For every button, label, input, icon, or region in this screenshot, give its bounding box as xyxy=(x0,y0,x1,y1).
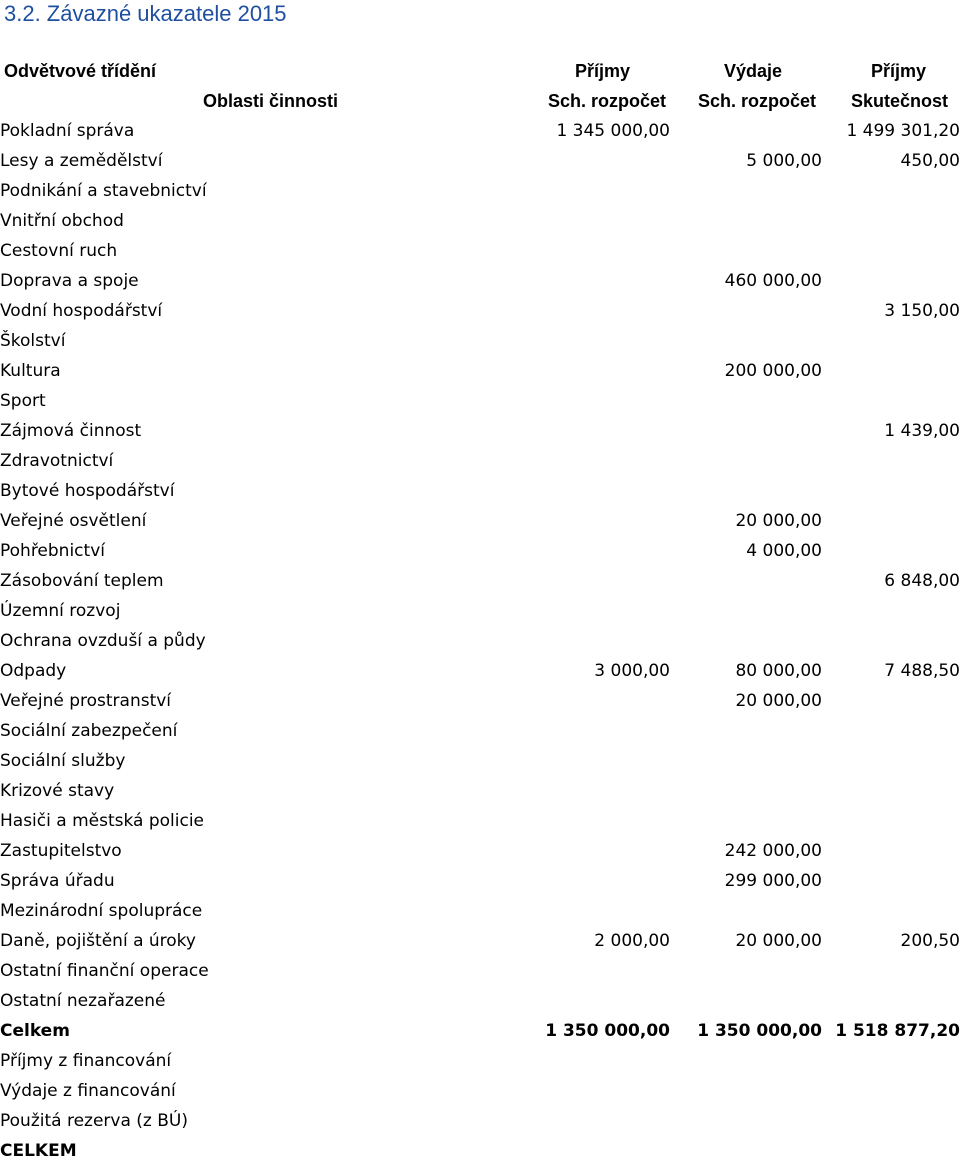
row-income-budget xyxy=(526,266,670,296)
row-name: Krizové stavy xyxy=(0,781,115,801)
row-income-actual xyxy=(822,716,960,746)
row-expense-budget xyxy=(670,746,822,776)
header-col3-bottom: Skutečnost xyxy=(850,91,948,111)
row-income-budget xyxy=(526,686,670,716)
table-row xyxy=(0,266,960,296)
row-expense-budget: 5 000,00 xyxy=(746,151,822,171)
header-col1-top: Příjmy xyxy=(574,61,630,81)
row-expense-budget xyxy=(670,176,822,206)
row-income-actual: 6 848,00 xyxy=(884,571,960,591)
indicators-table xyxy=(0,116,960,1166)
table-row xyxy=(0,476,960,506)
row-name: Veřejné prostranství xyxy=(0,691,172,711)
row-expense-budget xyxy=(670,1076,822,1106)
table-row xyxy=(0,116,960,146)
header-col3-top: Příjmy xyxy=(870,61,926,81)
row-income-actual: 200,50 xyxy=(900,931,960,951)
row-income-actual xyxy=(822,1106,960,1136)
row-name: Územní rozvoj xyxy=(0,601,121,621)
row-income-actual: 7 488,50 xyxy=(884,661,960,681)
row-income-budget xyxy=(526,416,670,446)
row-income-budget xyxy=(526,896,670,926)
row-name: Ochrana ovzduší a půdy xyxy=(0,631,206,651)
row-income-budget xyxy=(526,326,670,356)
row-name: Sociální služby xyxy=(0,751,126,771)
table-row xyxy=(0,716,960,746)
table-row xyxy=(0,776,960,806)
table-row xyxy=(0,806,960,836)
row-name: Celkem xyxy=(0,1021,70,1041)
row-name: Zájmová činnost xyxy=(0,421,142,441)
row-income-actual xyxy=(822,386,960,416)
row-name: Hasiči a městská policie xyxy=(0,811,205,831)
table-row xyxy=(0,176,960,206)
row-income-actual xyxy=(822,446,960,476)
row-expense-budget xyxy=(670,416,822,446)
table-row xyxy=(0,506,960,536)
table-row xyxy=(0,1016,960,1046)
row-expense-budget xyxy=(670,476,822,506)
row-income-budget xyxy=(526,716,670,746)
table-row xyxy=(0,836,960,866)
row-name: Zastupitelstvo xyxy=(0,841,122,861)
table-row xyxy=(0,626,960,656)
row-name: Kultura xyxy=(0,361,61,381)
row-expense-budget xyxy=(670,1046,822,1076)
table-row xyxy=(0,986,960,1016)
row-income-actual xyxy=(822,236,960,266)
row-income-budget xyxy=(526,746,670,776)
table-row xyxy=(0,296,960,326)
row-income-budget xyxy=(526,176,670,206)
row-name: CELKEM xyxy=(0,1141,77,1161)
row-expense-budget xyxy=(670,296,822,326)
row-name: Vnitřní obchod xyxy=(0,211,124,231)
row-expense-budget: 299 000,00 xyxy=(724,871,822,891)
header-classification-label: Odvětvové třídění xyxy=(4,61,157,81)
row-name: Použitá rezerva (z BÚ) xyxy=(0,1111,188,1131)
row-name: Cestovní ruch xyxy=(0,241,118,261)
table-row xyxy=(0,1046,960,1076)
table-row xyxy=(0,1106,960,1136)
row-income-budget xyxy=(526,506,670,536)
row-income-budget xyxy=(526,986,670,1016)
row-income-budget xyxy=(526,146,670,176)
row-expense-budget xyxy=(670,1106,822,1136)
table-row xyxy=(0,356,960,386)
row-expense-budget: 20 000,00 xyxy=(735,511,822,531)
row-income-budget xyxy=(526,1046,670,1076)
table-row xyxy=(0,536,960,566)
row-income-actual xyxy=(822,836,960,866)
row-expense-budget xyxy=(670,386,822,416)
row-expense-budget xyxy=(670,716,822,746)
row-income-budget: 1 350 000,00 xyxy=(545,1021,670,1041)
row-expense-budget: 1 350 000,00 xyxy=(697,1021,822,1041)
row-income-actual xyxy=(822,176,960,206)
row-name: Vodní hospodářství xyxy=(0,301,163,321)
row-name: Výdaje z financování xyxy=(0,1081,176,1101)
row-name: Ostatní finanční operace xyxy=(0,961,209,981)
row-expense-budget xyxy=(670,596,822,626)
row-income-budget xyxy=(526,866,670,896)
table-row xyxy=(0,746,960,776)
row-income-budget xyxy=(526,236,670,266)
row-expense-budget: 242 000,00 xyxy=(724,841,822,861)
row-income-actual xyxy=(822,1076,960,1106)
row-income-budget xyxy=(526,476,670,506)
row-name: Odpady xyxy=(0,661,67,681)
row-expense-budget xyxy=(670,206,822,236)
row-income-actual xyxy=(822,746,960,776)
row-name: Zdravotnictví xyxy=(0,451,114,471)
row-income-budget xyxy=(526,296,670,326)
row-name: Sociální zabezpečení xyxy=(0,721,178,741)
row-income-actual xyxy=(822,1046,960,1076)
row-income-actual xyxy=(822,626,960,656)
header-activity-label: Oblasti činnosti xyxy=(202,91,338,111)
row-name: Daně, pojištění a úroky xyxy=(0,931,196,951)
row-income-budget xyxy=(526,776,670,806)
row-income-budget: 3 000,00 xyxy=(594,661,670,681)
row-income-actual: 1 499 301,20 xyxy=(846,121,960,141)
row-income-actual xyxy=(822,686,960,716)
row-income-actual xyxy=(822,266,960,296)
row-income-actual xyxy=(822,536,960,566)
row-income-actual xyxy=(822,206,960,236)
table-row xyxy=(0,206,960,236)
row-income-budget xyxy=(526,536,670,566)
row-income-actual xyxy=(822,356,960,386)
header-col1-bottom: Sch. rozpočet xyxy=(547,91,666,111)
row-expense-budget: 460 000,00 xyxy=(724,271,822,291)
row-income-actual xyxy=(822,866,960,896)
row-income-budget xyxy=(526,1076,670,1106)
row-expense-budget xyxy=(670,566,822,596)
table-row xyxy=(0,896,960,926)
row-income-actual: 1 518 877,20 xyxy=(835,1021,960,1041)
row-income-budget xyxy=(526,566,670,596)
row-expense-budget xyxy=(670,116,822,146)
row-income-budget xyxy=(526,446,670,476)
row-name: Ostatní nezařazené xyxy=(0,991,166,1011)
row-income-actual xyxy=(822,986,960,1016)
row-income-budget xyxy=(526,596,670,626)
row-income-budget xyxy=(526,1106,670,1136)
row-name: Veřejné osvětlení xyxy=(0,511,147,531)
row-name: Bytové hospodářství xyxy=(0,481,175,501)
table-row xyxy=(0,416,960,446)
table-row xyxy=(0,236,960,266)
row-expense-budget xyxy=(670,986,822,1016)
header-col2-top: Výdaje xyxy=(723,61,782,81)
table-row xyxy=(0,866,960,896)
row-name: Pohřebnictví xyxy=(0,541,105,561)
table-row xyxy=(0,656,960,686)
row-expense-budget: 4 000,00 xyxy=(746,541,822,561)
row-income-actual xyxy=(822,776,960,806)
row-name: Pokladní správa xyxy=(0,121,135,141)
row-name: Správa úřadu xyxy=(0,871,115,891)
row-expense-budget xyxy=(670,896,822,926)
row-expense-budget: 80 000,00 xyxy=(735,661,822,681)
table-row xyxy=(0,386,960,416)
header-col2-bottom: Sch. rozpočet xyxy=(697,91,816,111)
row-income-budget xyxy=(526,806,670,836)
table-row xyxy=(0,596,960,626)
row-expense-budget xyxy=(670,956,822,986)
row-income-budget xyxy=(526,836,670,866)
row-name: Příjmy z financování xyxy=(0,1051,172,1071)
row-income-actual xyxy=(822,326,960,356)
row-expense-budget: 200 000,00 xyxy=(724,361,822,381)
table-row xyxy=(0,146,960,176)
row-income-budget xyxy=(526,356,670,386)
row-income-budget xyxy=(526,206,670,236)
row-name: Doprava a spoje xyxy=(0,271,139,291)
row-income-budget xyxy=(526,956,670,986)
row-income-actual xyxy=(822,476,960,506)
row-expense-budget xyxy=(670,446,822,476)
row-income-actual xyxy=(822,596,960,626)
row-expense-budget xyxy=(670,326,822,356)
row-income-actual: 450,00 xyxy=(900,151,960,171)
row-name: Podnikání a stavebnictví xyxy=(0,181,207,201)
indicators-table-body xyxy=(0,116,960,1166)
row-expense-budget xyxy=(670,806,822,836)
row-income-actual xyxy=(822,506,960,536)
row-income-budget: 1 345 000,00 xyxy=(556,121,670,141)
row-income-actual: 3 150,00 xyxy=(884,301,960,321)
row-expense-budget xyxy=(670,776,822,806)
row-name: Mezinárodní spolupráce xyxy=(0,901,203,921)
row-expense-budget: 20 000,00 xyxy=(735,691,822,711)
table-row xyxy=(0,326,960,356)
table-row xyxy=(0,686,960,716)
table-row xyxy=(0,566,960,596)
row-income-budget xyxy=(526,626,670,656)
table-row xyxy=(0,956,960,986)
row-expense-budget: 20 000,00 xyxy=(735,931,822,951)
table-row xyxy=(0,926,960,956)
row-income-actual xyxy=(822,956,960,986)
page-title: 3.2. Závazné ukazatele 2015 xyxy=(4,1,287,26)
row-income-budget xyxy=(526,386,670,416)
row-name: Zásobování teplem xyxy=(0,571,164,591)
row-income-actual: 1 439,00 xyxy=(884,421,960,441)
row-name: Školství xyxy=(0,331,66,351)
row-expense-budget xyxy=(670,626,822,656)
row-income-budget: 2 000,00 xyxy=(594,931,670,951)
row-name: Sport xyxy=(0,391,46,411)
row-income-actual xyxy=(822,896,960,926)
table-row xyxy=(0,1076,960,1106)
row-expense-budget xyxy=(670,236,822,266)
row-income-actual xyxy=(822,806,960,836)
table-row xyxy=(0,446,960,476)
row-name: Lesy a zemědělství xyxy=(0,151,163,171)
